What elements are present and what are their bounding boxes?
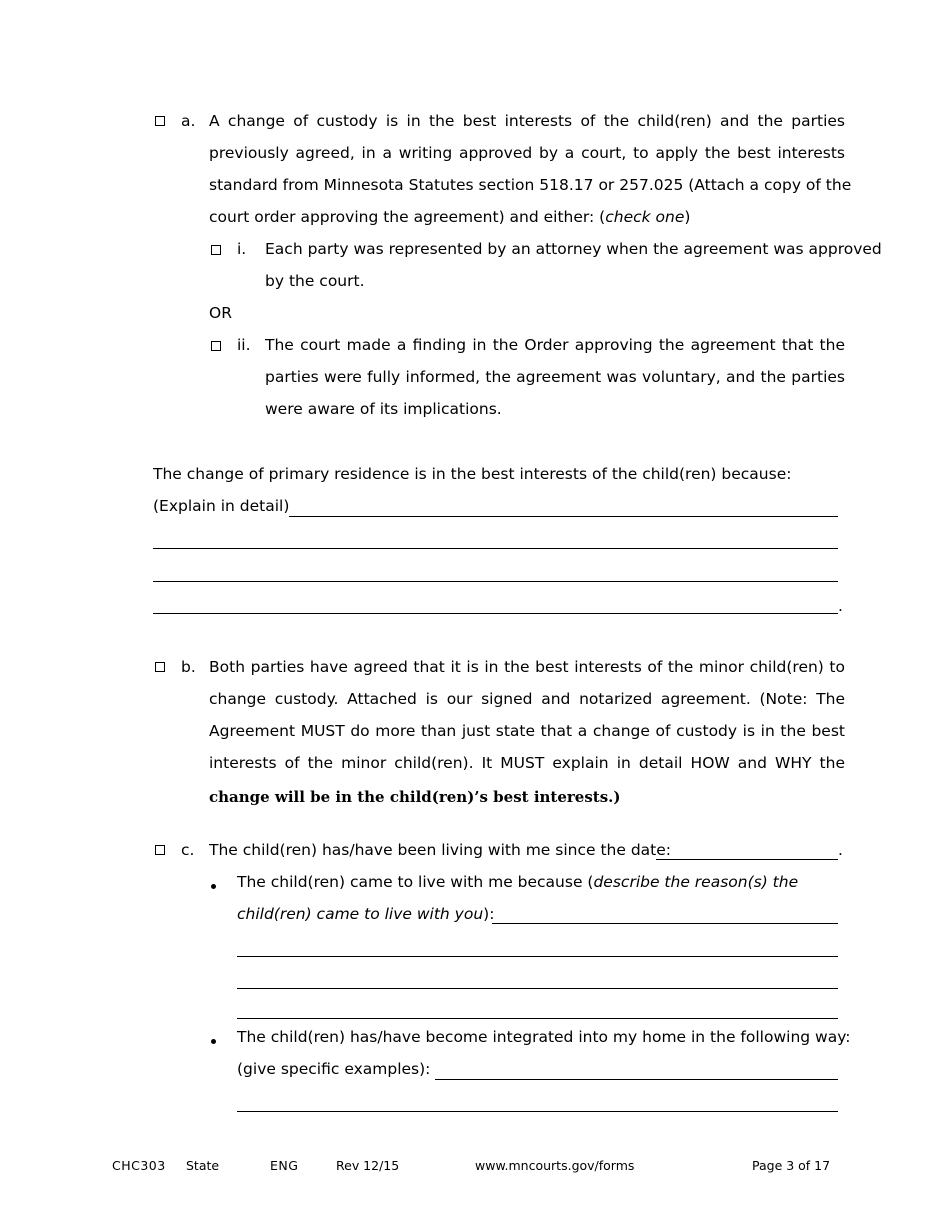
label-a: a. [181, 112, 196, 130]
date-input-line[interactable] [656, 859, 838, 860]
a-text-line4 [209, 208, 690, 226]
explain-input-line-4[interactable] [153, 613, 838, 614]
residence-prompt: The change of primary residence is in the best interests of the child(ren) because: [153, 465, 792, 483]
footer-rev: Rev 12/15 [336, 1158, 400, 1173]
bullet1-text: The child(ren) came to live with me because ( [237, 873, 594, 891]
a-ii-line3: were aware of its implications. [265, 400, 502, 418]
b-text-line3: Agreement MUST do more than just state that a change of custody is in the best [209, 722, 845, 740]
bullet1-end: ): [483, 905, 495, 923]
or-label: OR [209, 304, 232, 322]
date-period: . [838, 841, 843, 859]
explain-input-line-2[interactable] [153, 548, 838, 549]
b-text-line5: change will be in the child(ren)’s best interests.) [209, 788, 621, 806]
explain-input-line-1[interactable] [289, 516, 838, 517]
footer-url[interactable]: www.mncourts.gov/forms [475, 1158, 635, 1173]
integration-input-line-2[interactable] [237, 1111, 838, 1112]
bullet-1 [211, 884, 216, 889]
footer-page: Page 3 of 17 [752, 1158, 831, 1173]
checkbox-a-ii[interactable] [211, 341, 221, 351]
a-text-line2: previously agreed, in a writing approved by a court, to apply the best interests [209, 144, 845, 162]
b-text-line1: Both parties have agreed that it is in the best interests of the minor child(ren) to [209, 658, 845, 676]
bullet1-italic2: child(ren) came to live with you [237, 905, 484, 923]
label-a-i: i. [237, 240, 247, 258]
a-i-line2: by the court. [265, 272, 365, 290]
b-text-line4: interests of the minor child(ren). It MUST explain in detail HOW and WHY the [209, 754, 845, 772]
bullet2-line1: The child(ren) has/have become integrated into my home in the following way: [237, 1028, 851, 1046]
explain-label: (Explain in detail) [153, 497, 290, 515]
a-line4-end: ) [684, 208, 691, 226]
footer-form-id: CHC303 [112, 1158, 166, 1173]
checkbox-a-i[interactable] [211, 245, 221, 255]
bullet1-line1 [237, 873, 798, 891]
bullet-2 [211, 1039, 216, 1044]
c-text-line1: The child(ren) has/have been living with me since the date: [209, 841, 671, 859]
a-text-line3: standard from Minnesota Statutes section 518.17 or 257.025 (Attach a copy of the [209, 176, 852, 194]
b-text-line2: change custody. Attached is our signed and notarized agreement. (Note: The [209, 690, 845, 708]
label-c: c. [181, 841, 195, 859]
footer-state: State [186, 1158, 220, 1173]
checkbox-c[interactable] [155, 845, 165, 855]
footer-lang: ENG [270, 1158, 299, 1173]
reason-input-line-1[interactable] [492, 923, 838, 924]
reason-input-line-3[interactable] [237, 988, 838, 989]
a-ii-line1: The court made a finding in the Order approving the agreement that the [265, 336, 845, 354]
explain-input-line-3[interactable] [153, 581, 838, 582]
checkbox-b[interactable] [155, 662, 165, 672]
bullet2-line2: (give specific examples): [237, 1060, 431, 1078]
a-i-line1: Each party was represented by an attorney when the agreement was approved [265, 240, 882, 258]
a-line4-text: court order approving the agreement) and either: ( [209, 208, 606, 226]
a-ii-line2: parties were fully informed, the agreement was voluntary, and the parties [265, 368, 845, 386]
integration-input-line-1[interactable] [435, 1079, 838, 1080]
explain-period: . [838, 597, 843, 615]
checkbox-a[interactable] [155, 116, 165, 126]
reason-input-line-4[interactable] [237, 1018, 838, 1019]
reason-input-line-2[interactable] [237, 956, 838, 957]
a-text-line1: A change of custody is in the best interests of the child(ren) and the parties [209, 112, 845, 130]
bullet1-italic1: describe the reason(s) the [593, 873, 799, 891]
a-line4-italic: check one [605, 208, 685, 226]
bullet1-line2 [237, 905, 494, 923]
label-b: b. [181, 658, 196, 676]
label-a-ii: ii. [237, 336, 251, 354]
